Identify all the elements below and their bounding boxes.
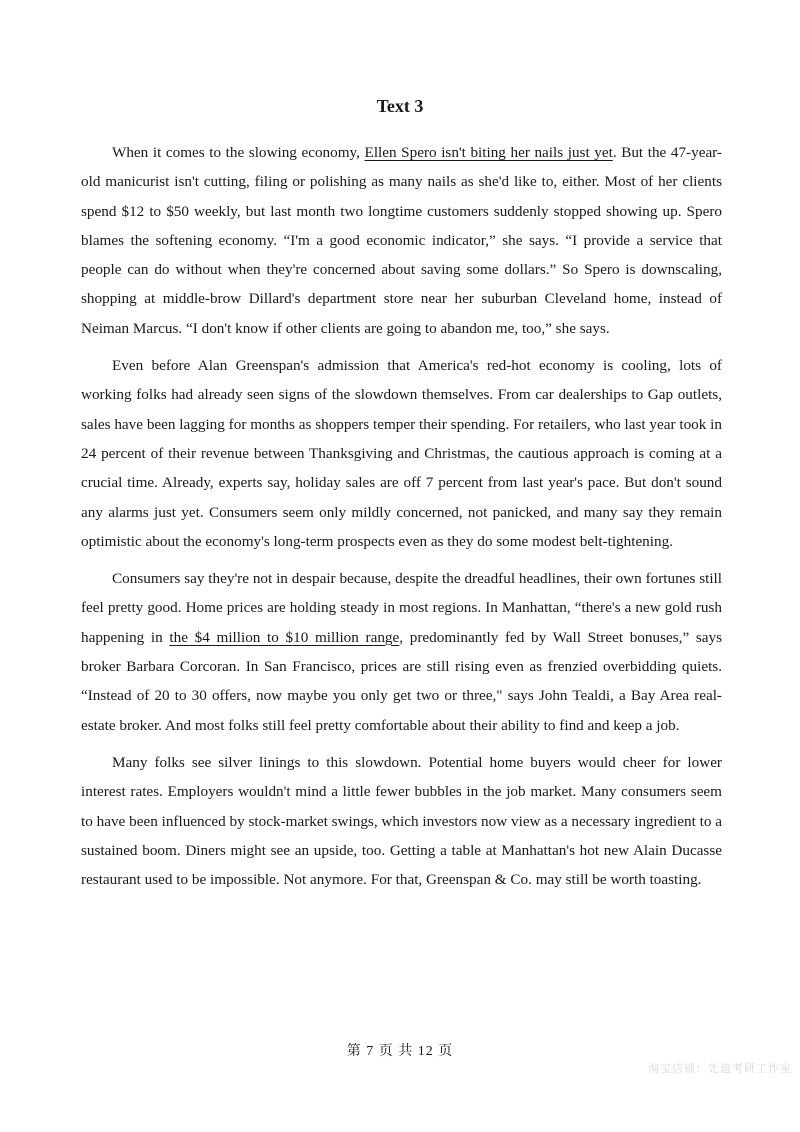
paragraph-1 <box>81 138 722 343</box>
paragraph-3 <box>81 564 722 740</box>
paragraph-2: Even before Alan Greenspan's admission that America's red-hot economy is cooling, lots of working folks had already seen signs of the slowdown themselves. From car dealerships to Gap outlets, sales have been lagging for months as shoppers temper their spending. For retailers, who last year took in 24 percent of their revenue between Thanksgiving and Christmas, the cautious approach is coming at a crucial time. Already, experts say, holiday sales are off 7 percent from last year's pace. But don't sound any alarms just yet. Consumers seem only mildly concerned, not panicked, and many say they remain optimistic about the economy's long-term prospects even as they do some modest belt-tightening. <box>81 357 722 550</box>
underlined-phrase-price-range: the $4 million to $10 million range <box>169 628 400 646</box>
paragraph-3-text-start: Consumers say they're not in despair because, despite the dreadful headlines, their own fortunes still feel pretty good. Home prices are holding steady in most regions. In Manhattan, “there's a new gold rush happening in <box>81 570 722 646</box>
section-title: Text 3 <box>376 96 424 116</box>
underlined-phrase-spero: Ellen Spero isn't biting her nails just yet <box>364 144 613 161</box>
paragraph-4: Many folks see silver linings to this slowdown. Potential home buyers would cheer for lower interest rates. Employers wouldn't mind a little fewer bubbles in the job market. Many consumers seem to have been influenced by stock-market swings, which investors now view as a necessary ingredient to a sustained boom. Diners might see an upside, too. Getting a table at Manhattan's hot new Alain Ducasse restaurant used to be impossible. Not anymore. For that, Greenspan & Co. may still be worth toasting. <box>81 753 722 889</box>
article-body <box>81 138 722 902</box>
paragraph-3-text-end: , predominantly fed by Wall Street bonuses,” says broker Barbara Corcoran. In San Francisco, prices are still rising even as frenzied overbidding quiets. “Instead of 20 to 30 offers, now maybe you only get two or three," says John Tealdi, a Bay Area real-estate broker. And most folks still feel pretty comfortable about their ability to find and keep a job. <box>81 628 723 734</box>
paragraph-1-text-end: . But the 47-year-old manicurist isn't cutting, filing or polishing as many nails as she'd like to, either. Most of her clients spend $12 to $50 weekly, but last month two longtime customers suddenly stopped showing up. Spero blames the softening economy. “I'm a good economic indicator,” she says. “I provide a service that people can do without when they're concerned about saving some dollars.” So Spero is downscaling, shopping at middle-brow Dillard's department store near her suburban Cleveland home, instead of Neiman Marcus. “I don't know if other clients are going to abandon me, too,” she says. <box>81 144 722 337</box>
watermark-text: 淘宝店铺：先道考研工作室 <box>648 1062 792 1075</box>
paragraph-1-text-start: When it comes to the slowing economy, <box>112 144 365 161</box>
page-number-footer: 第 7 页 共 12 页 <box>346 1044 454 1059</box>
